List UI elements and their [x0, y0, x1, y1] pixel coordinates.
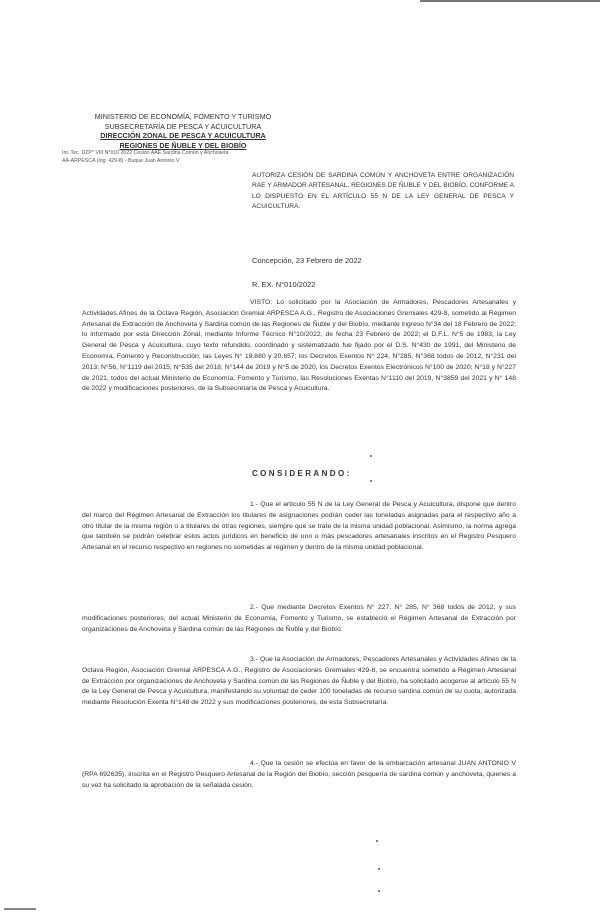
subsecretary-name: SUBSECRETARÍA DE PESCA Y ACUICULTURA: [104, 121, 262, 131]
margin-dot: [378, 890, 380, 892]
considerando-1: 1.- Que el artículo 55 N de la Ley General de Pesca y Acuicultura, dispone que dentro del marco del Régimen Artesanal de Extracción los titulares de asignaciones podrán ceder las toneladas asignadas para el respectivo año a otro titular de la misma región o a titulares de otras regiones, siempre que se trate de la misma unidad poblacional. Asimismo, la norma agrega que también se podrán celebrar estos actos jurídicos en beneficio de uno o más pescadores artesanales inscritos en el Registro Pesquero Artesanal en el recurso respectivo en regiones no sometidas al régimen y dentro de la misma unidad poblacional.: [82, 501, 516, 552]
directorate-name: DIRECCIÓN ZONAL DE PESCA Y ACUICULTURA: [100, 131, 266, 141]
margin-dot: [370, 480, 372, 482]
scan-mark: [420, 0, 600, 2]
considerando-3: 3.- Que la Asociación de Armadores, Pescadores Artesanales y Actividades Afines de la Octava Región, Asociación Gremial ARPESCA A.G., Registro de Asociaciones Gremiales 429-8, se encuentra sometido a Régimen Artesanal de Extracción por organizaciones de Anchoveta y Sardina común de las Regiones de Ñuble y del Biobío, ha solicitado acogerse al artículo 55 N de la Ley General de Pesca y Acuicultura, manifestando su voluntad de ceder 100 toneladas de recurso sardina común de su cuota, autorizada mediante Resolución Exenta N°148 de 2022 y sus modificaciones posteriores, de esta Subsecretaría.: [82, 656, 516, 707]
margin-dot: [370, 455, 372, 457]
reference-line: Int. Tec. DZP° VIII N°010 2022 Cesión AAE Sardina Común y Anchoveta: [62, 150, 229, 157]
resolution-number: R. EX. N°010/2022: [252, 280, 316, 289]
reference-line: AA-ARPESCA (Ing. 429-8) - Buque Juan Antonio V: [62, 157, 180, 164]
considerando-4: 4.- Que la cesión se efectúa en favor de la embarcación artesanal JUAN ANTONIO V (RPA 692635), inscrita en el Registro Pesquero Artesanal de la Región del Biobío, sección pesquería de sardina común y anchoveta, quienes a su vez ha solicitado la aprobación de la señalada cesión.: [82, 760, 516, 789]
letterhead: [58, 112, 308, 165]
considerando-heading: CONSIDERANDO:: [252, 469, 352, 478]
margin-dot: [378, 868, 380, 870]
margin-dot: [376, 840, 378, 842]
document-title: AUTORIZA CESIÓN DE SARDINA COMÚN Y ANCHOVETA ENTRE ORGANIZACIÓN RAE Y ARMADOR ARTESANAL, REGIONES DE ÑUBLE Y DEL BIOBÍO, CONFORME A LO DISPUESTO EN EL ARTÍCULO 55 N DE LA LEY GENERAL DE PESCA Y ACUICULTURA.: [252, 172, 514, 211]
visto-paragraph: VISTO: Lo solicitado por la Asociación de Armadores, Pescadores Artesanales y Actividades Afines de la Octava Región, Asociación Gremial ARPESCA A.G., Registro de Asociaciones Gremiales 429-8, sometido al Régimen Artesanal de Extracción de Anchoveta y Sardina común de las Regiones de Ñuble y del Biobío, mediante ingreso N°34 del 18 Febrero de 2022; lo informado por esta Dirección Zonal, mediante Informe Técnico N°10/2022, de fecha 23 Febrero de 2022; el D.F.L. N°5 de 1983, la Ley General de Pesca y Acuicultura, cuyo texto refundido, coordinado y sistematizado fue fijado por el D.S. N°430 de 1991, del Ministerio de Economía, Fomento y Reconstrucción; las Leyes N° 19.880 y 20.657; los Decretos Exentos N° 224, N°285, N°368 todos de 2012, N°231 del 2013; N°56, N°1119 del 2015, N°535 del 2018; N°144 de 2019 y N°5 de 2020, los Decretos Exentos Electrónicos N°100 de 2020; N°18 y N°227 de 2021, todos del actual Ministerio de Economía, Fomento y Turismo, las Resoluciones Exentas N°1110 del 2019, N°3859 del 2021 y N° 148 de 2022 y modificaciones posteriores, de la Subsecretaría de Pesca y Acuicultura.: [82, 299, 516, 393]
ministry-name: MINISTERIO DE ECONOMÍA, FOMENTO Y TURISMO: [94, 112, 272, 121]
considerando-2: 2.- Que mediante Decretos Exentos N° 227, N° 285, N° 368 todos de 2012, y sus modificaciones posteriores, del actual Ministerio de Economía, Fomento y Turismo, se estableció el Régimen Artesanal de Extracción por organizaciones de Anchoveta y Sardina común de las Regiones de Ñuble y del Biobío.: [82, 604, 516, 633]
scan-mark: [4, 908, 36, 910]
document-date: Concepción, 23 Febrero de 2022: [252, 256, 362, 265]
region-name: REGIONES DE ÑUBLE Y DEL BIOBÍO: [119, 140, 247, 150]
